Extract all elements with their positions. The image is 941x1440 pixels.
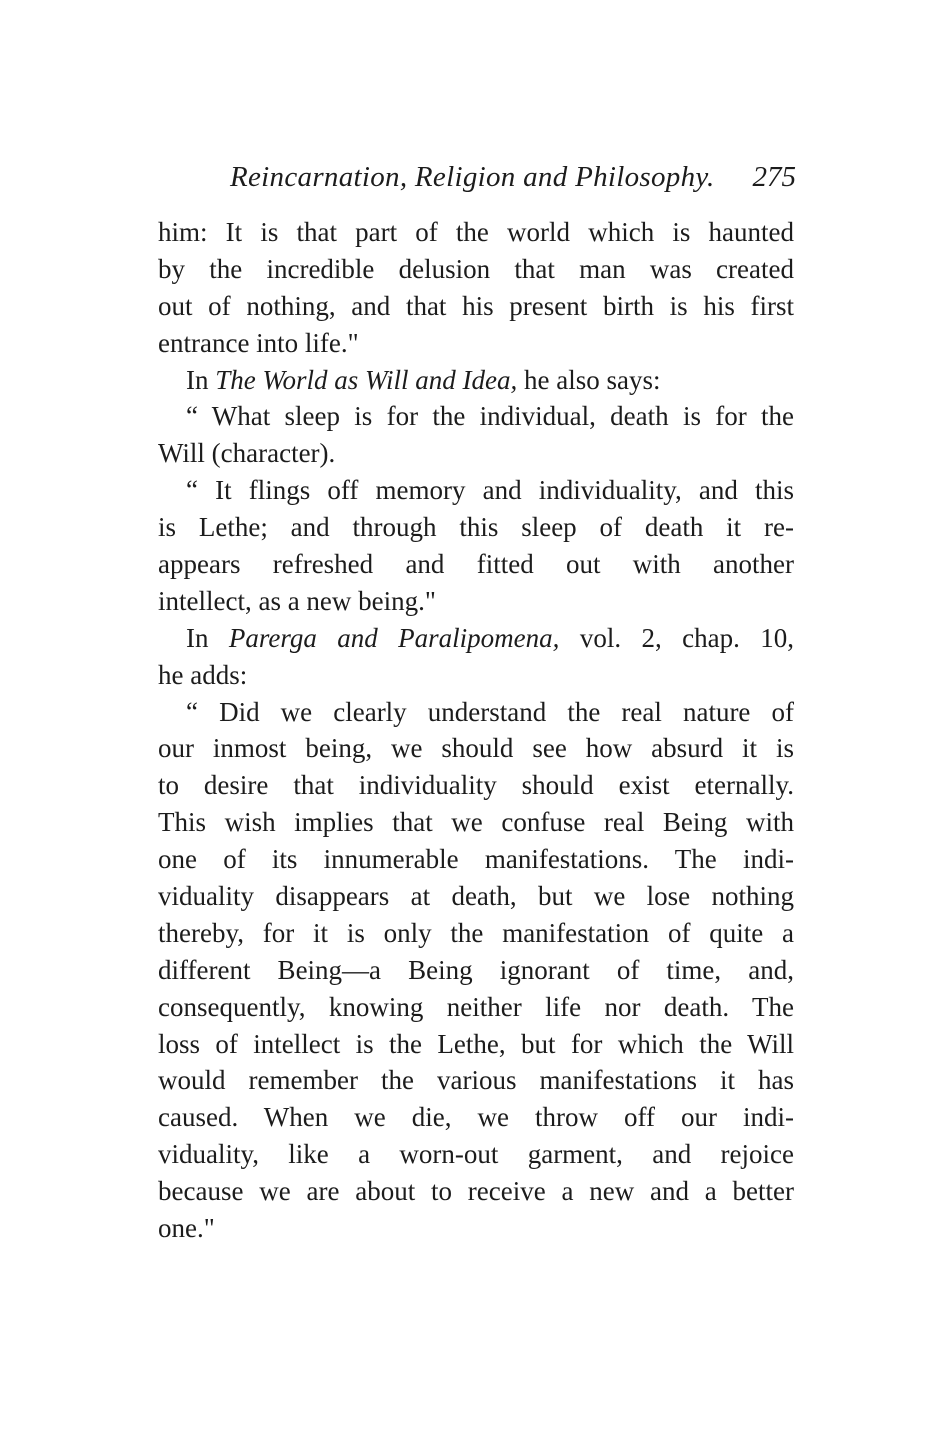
text-line: him: It is that part of the world which is haunted xyxy=(158,217,794,247)
text-line: he adds: xyxy=(158,659,248,690)
text-line: viduality disappears at death, but we lose nothing xyxy=(158,881,794,912)
text-line: viduality, like a worn-out garment, and rejoice xyxy=(158,1139,794,1170)
text-line: our inmost being, we should see how absurd it is xyxy=(158,733,794,764)
running-title: Reincarnation, Religion and Philosophy. xyxy=(230,161,715,193)
page-number: 275 xyxy=(752,161,796,193)
text-line: by the incredible delusion that man was created xyxy=(158,253,794,284)
text-line: entrance into life." xyxy=(158,327,359,358)
text-line: out of nothing, and that his present birth is his first xyxy=(158,290,794,321)
text-line: Will (character). xyxy=(158,438,336,469)
text-line: to desire that individuality should exist eternally. xyxy=(158,770,794,801)
text-line: “ Did we clearly understand the real nature of xyxy=(186,696,794,727)
body-text xyxy=(158,214,794,1247)
text-run: vol. 2, chap. 10, xyxy=(559,622,794,653)
text-line: intellect, as a new being." xyxy=(158,585,436,616)
book-title: The World as Will and Idea, xyxy=(215,364,518,395)
text-run: In xyxy=(186,364,216,395)
text-line: “ What sleep is for the individual, death is for the xyxy=(186,401,794,432)
text-run: he also says: xyxy=(517,364,661,395)
text-line xyxy=(158,362,794,399)
text-line: thereby, for it is only the manifestation of quite a xyxy=(158,917,794,948)
text-line: appears refreshed and fitted out with another xyxy=(158,549,794,580)
book-title: Parerga and Paralipomena, xyxy=(228,622,560,653)
text-line: because we are about to receive a new and a better xyxy=(158,1176,794,1207)
text-line: caused. When we die, we throw off our indi- xyxy=(158,1102,794,1133)
text-line: different Being—a Being ignorant of time, and, xyxy=(158,954,794,985)
text-line: loss of intellect is the Lethe, but for which the Will xyxy=(158,1028,794,1059)
running-head xyxy=(160,157,796,197)
text-line: This wish implies that we confuse real Being with xyxy=(158,807,794,838)
text-line xyxy=(158,620,794,657)
text-line: is Lethe; and through this sleep of death it re- xyxy=(158,512,794,543)
text-line: consequently, knowing neither life nor death. The xyxy=(158,991,794,1022)
text-run: In xyxy=(186,622,229,653)
text-line: “ It flings off memory and individuality, and this xyxy=(186,475,794,506)
text-line: would remember the various manifestations it has xyxy=(158,1065,794,1096)
text-line: one of its innumerable manifestations. The indi- xyxy=(158,844,794,875)
text-line: one." xyxy=(158,1213,215,1244)
